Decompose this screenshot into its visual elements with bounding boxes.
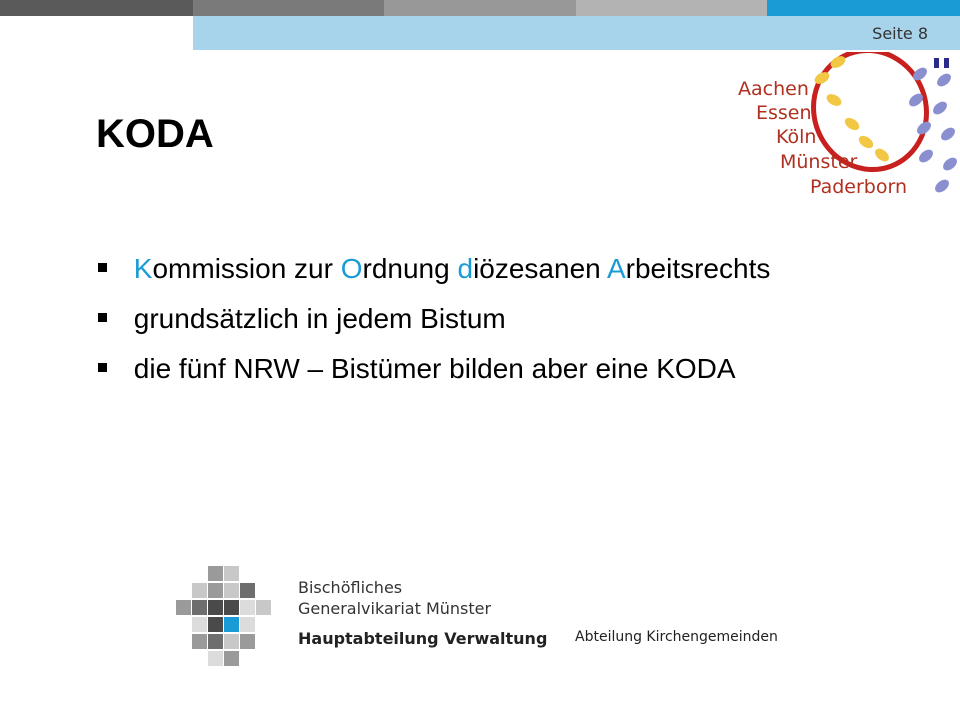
bullet-text-segment: rbeitsrechts [625, 253, 771, 284]
logo-pixel [208, 634, 223, 649]
diocese-essen: Essen [756, 102, 812, 124]
bullet-marker-icon [98, 313, 107, 322]
logo-pixel [240, 634, 255, 649]
bullet-text-segment: O [340, 253, 363, 284]
bullet-item [96, 244, 770, 294]
bullet-text-segment: iözesanen [473, 253, 607, 284]
logo-pixel [256, 600, 271, 615]
bullet-text-segment: die fünf NRW – Bistümer bilden aber eine KODA [133, 353, 736, 384]
bullet-item [96, 294, 770, 344]
logo-pixel [224, 651, 239, 666]
logo-pixel [224, 600, 239, 615]
bullet-text-segment: rdnung [362, 253, 458, 284]
logo-pixel [192, 600, 207, 615]
header-stripe-segment [767, 0, 960, 16]
logo-pixel [240, 600, 255, 615]
slide-title: KODA [96, 112, 214, 156]
logo-pixel [208, 600, 223, 615]
bullet-text-segment: d [457, 253, 474, 284]
logo-pixel [192, 634, 207, 649]
logo-pixel [192, 583, 207, 598]
diocese-aachen: Aachen [738, 78, 809, 100]
header-stripe-segment [576, 0, 767, 16]
org-name-line2: Generalvikariat Münster [298, 599, 492, 618]
purple-dots [907, 65, 960, 195]
diocese-muenster: Münster [780, 151, 858, 173]
header-stripe-segment [193, 0, 384, 16]
bullet-text-segment: grundsätzlich in jedem Bistum [133, 303, 506, 334]
department-label: Abteilung Kirchengemeinden [575, 629, 778, 645]
bullet-text-segment: K [133, 253, 153, 284]
org-name-line1: Bischöfliches [298, 578, 403, 597]
org-division: Hauptabteilung Verwaltung [298, 629, 548, 648]
logo-pixel [224, 566, 239, 581]
diocese-koeln: Köln [776, 126, 817, 148]
bullet-marker-icon [98, 363, 107, 372]
diocese-paderborn: Paderborn [810, 176, 908, 198]
logo-pixel [240, 617, 255, 632]
header-stripe-segment [384, 0, 576, 16]
header-stripe-segment [0, 0, 193, 16]
bullet-list [96, 244, 770, 394]
logo-pixel [224, 583, 239, 598]
bullet-item [96, 344, 770, 394]
logo-pixel [224, 617, 239, 632]
bgv-pixel-logo-icon [176, 566, 276, 676]
koda-logo [730, 52, 960, 212]
logo-pixel [208, 617, 223, 632]
logo-pixel [208, 566, 223, 581]
header-subbar [193, 16, 960, 50]
logo-pixel [208, 651, 223, 666]
logo-pixel [224, 634, 239, 649]
bullet-text-segment: ommission zur [152, 253, 341, 284]
logo-pixel [240, 583, 255, 598]
logo-pixel [176, 600, 191, 615]
logo-pixel [192, 617, 207, 632]
bullet-text-segment: A [606, 253, 626, 284]
header-stripe [0, 0, 960, 16]
bullet-marker-icon [98, 263, 107, 272]
logo-pixel [208, 583, 223, 598]
page-number: Seite 8 [872, 24, 928, 43]
